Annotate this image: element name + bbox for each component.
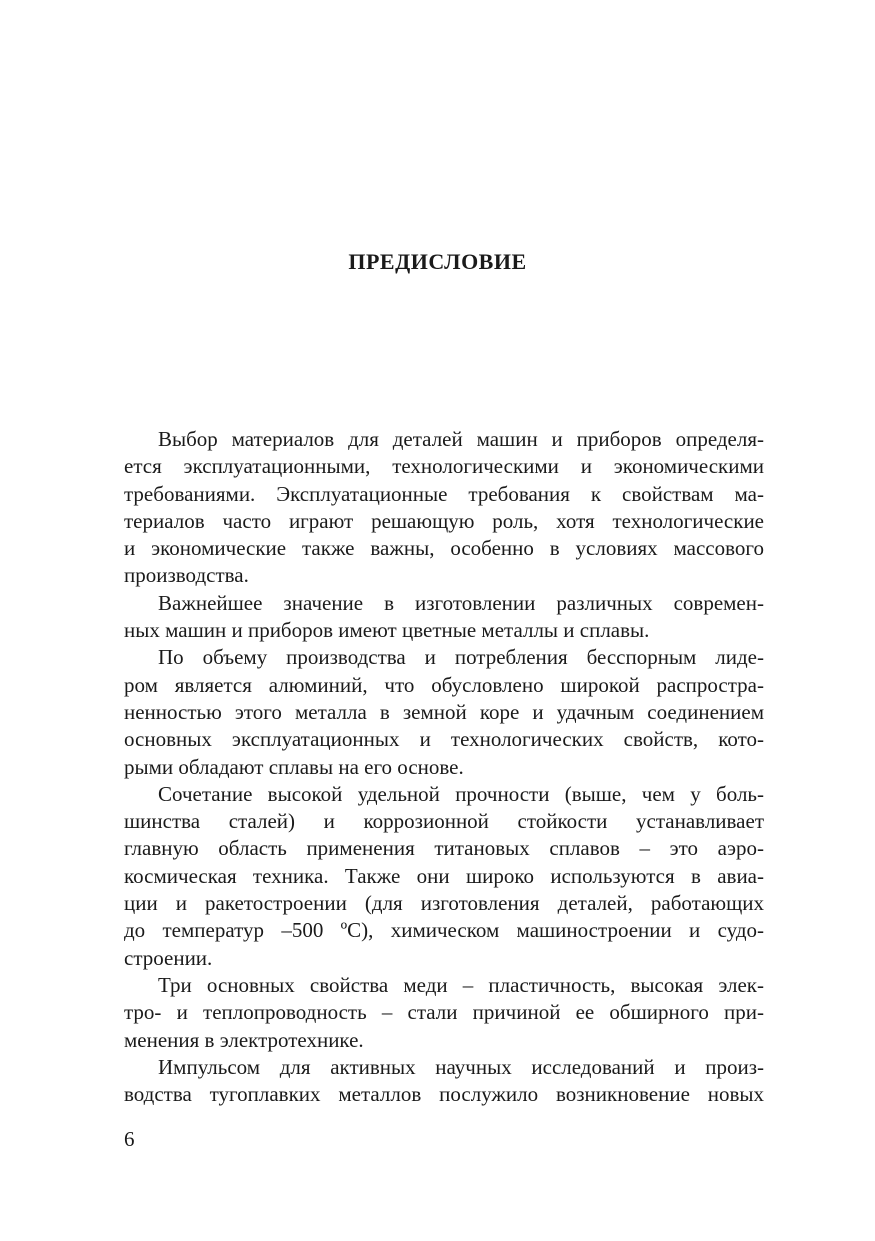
text-line: строении. bbox=[124, 945, 213, 970]
text-line: ных машин и приборов имеют цветные металлы и сплавы. bbox=[124, 618, 650, 643]
paragraph-1 bbox=[124, 426, 764, 590]
text-line: менения в электротехнике. bbox=[124, 1027, 364, 1052]
page-number: 6 bbox=[124, 1127, 135, 1151]
text-line: космическая техника. Также они широко используются в авиа- bbox=[124, 863, 764, 888]
text-line: ром является алюминий, что обусловлено широкой распростра- bbox=[124, 672, 764, 697]
text-line: до температур –500 ºС), химическом машиностроении и судо- bbox=[124, 918, 764, 943]
paragraph-3 bbox=[124, 644, 764, 780]
text-line: ется эксплуатационными, технологическими и экономическими bbox=[124, 454, 764, 479]
text-line: основных эксплуатационных и технологических свойств, кото- bbox=[124, 727, 764, 752]
text-line: шинства сталей) и коррозионной стойкости устанавливает bbox=[124, 809, 764, 834]
text-line: ненностью этого металла в земной коре и удачным соединением bbox=[124, 699, 764, 724]
text-line: Импульсом для активных научных исследований и произ- bbox=[158, 1054, 764, 1079]
text-line: рыми обладают сплавы на его основе. bbox=[124, 754, 464, 779]
paragraph-6 bbox=[124, 1054, 764, 1109]
paragraph-2 bbox=[124, 590, 764, 645]
text-line: и экономические также важны, особенно в условиях массового bbox=[124, 536, 764, 561]
text-line: Выбор материалов для деталей машин и приборов определя- bbox=[158, 427, 764, 451]
text-line: тро- и теплопроводность – стали причиной ее обширного при- bbox=[124, 1000, 764, 1025]
text-line: водства тугоплавких металлов послужило возникновение новых bbox=[124, 1082, 764, 1107]
text-line: главную область применения титановых сплавов – это аэро- bbox=[124, 836, 764, 861]
text-line: Сочетание высокой удельной прочности (выше, чем у боль- bbox=[158, 781, 764, 806]
text-line: териалов часто играют решающую роль, хотя технологические bbox=[124, 508, 764, 533]
text-line: требованиями. Эксплуатационные требования к свойствам ма- bbox=[124, 481, 764, 506]
body-text bbox=[124, 426, 764, 1108]
text-line: Три основных свойства меди – пластичность, высокая элек- bbox=[158, 972, 764, 997]
page-heading: ПРЕДИСЛОВИЕ bbox=[348, 249, 527, 274]
text-line: производства. bbox=[124, 563, 249, 588]
paragraph-4 bbox=[124, 781, 764, 972]
text-line: По объему производства и потребления бесспорным лиде- bbox=[158, 645, 764, 670]
paragraph-5 bbox=[124, 972, 764, 1054]
text-line: Важнейшее значение в изготовлении различных современ- bbox=[158, 590, 764, 615]
text-line: ции и ракетостроении (для изготовления деталей, работающих bbox=[124, 891, 764, 916]
